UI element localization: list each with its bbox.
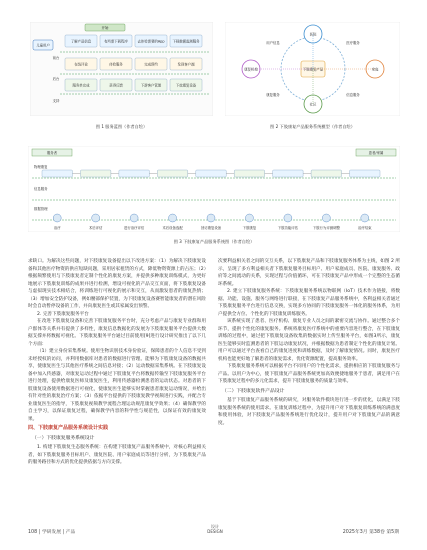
blueprint-box-label: 服务单完成	[72, 83, 90, 88]
model-node-label: 社区	[309, 102, 317, 107]
blueprint-box-label: 下游客户管理	[140, 83, 162, 88]
flow-step-label: 进行治疗评估	[123, 226, 145, 230]
figure-3-caption: 图 3 下肢康复产品服务系统图（作者自绘）	[173, 239, 255, 244]
flow-step-label: 下肢功能评估	[277, 226, 299, 230]
flow-step-label: 治疗	[53, 226, 61, 230]
blueprint-box-label: 下放康复设备	[175, 83, 197, 88]
left-paragraph-tail: 1. 构建下肢康复生态服务系统：在构建下肢康复产品服务系统中，对核心利益相关者，如下肢康复服务目标用户、康复医院、用户家庭成员等进行分析，为下肢康复产品的服务路径和方式的优化提供依据与方向支撑。	[28, 445, 206, 465]
footer-center	[200, 524, 230, 534]
model-node-label: 家庭	[371, 67, 379, 72]
flow-step-box	[80, 170, 110, 177]
subsection-heading-1: （一）下肢康复服务系统设计	[32, 435, 95, 441]
flow-step-label: 回访康复设备	[200, 226, 222, 230]
blueprint-box-label: 获得反馈	[109, 83, 123, 88]
figure-1-caption: 图 1 服务蓝图（作者自绘）	[95, 124, 148, 129]
blueprint-box-label: 去体验需要的App	[137, 39, 165, 44]
figure-2-caption: 图 2 下肢康复产品服务系统模型（作者自绘）	[270, 124, 355, 129]
person-icon	[169, 214, 177, 222]
blueprint-box-label: 了解产品信息	[70, 39, 92, 44]
section-heading-4: 四、下肢康复产品服务系统设计实践	[28, 425, 109, 431]
left-text-column	[28, 258, 206, 467]
blueprint-box-label: 在线评论	[74, 62, 88, 67]
blueprint-box-label: 下载数据监测服务	[172, 39, 200, 44]
model-side-label: 信息服务	[346, 93, 360, 97]
service-flow-diagram	[28, 146, 400, 232]
left-paragraph-4: （1）建立身份采集系统。使用生物识别技术身份验证，保障患者的个人信息不受到未经授权的访问，并利用数据库对患者的数据进行管理。能够为下肢康复设备的数据共享，使康复医生与其他医疗系统之间信息对接；（2）运动数据采集系统。在下肢康复设备中加入传感器，对康复运动过程中通过下肢康复平台将数据传输至下肢康复服务平台进行处理，提供给康复医师及康复医生，利用传感器检测患者的运动状态。对患者的下肢康复设备使用数据进行可视化，使康复医生能够实时掌握患者康复运动情况，并给出有针对性的康复治疗方案；（3）依据平台提供的下肢康复教学视频进行实践，并配合专业康复医生的指导，下肢康复视频教学流程合理运动规范康复学效果；（4）确保教学的自主学习，以保证康复过程，确保教学内容的科学性与规范性，以保证有效的康复效果。	[28, 349, 206, 422]
person-icon	[322, 214, 330, 222]
person-icon	[130, 214, 138, 222]
flow-step-label: 治疗结束	[357, 226, 372, 230]
person-icon	[53, 214, 61, 222]
flow-step-box	[196, 170, 226, 177]
person-icon	[207, 214, 215, 222]
flow-step-label: 下肢行为评测调整	[312, 226, 340, 230]
right-paragraph-4: 下肢康复服务系统可以根据平台不同用户的个性化需求，提供相应的下肢康复服务与产品。以用户为中心，使下肢康复产品服务系统更加高效便捷地服务于患者，满足用户在下肢康复过程中的多元化需求，提升下肢康复服务的质量与效率。	[218, 364, 400, 384]
model-side-label: 医疗服务	[346, 41, 360, 45]
flow-header-right: 患者/家属	[368, 150, 384, 155]
figure-system-model	[225, 22, 400, 129]
footer-design-en: DESIGN	[207, 529, 223, 534]
left-paragraph-3: 在改进下肢康复设备和完善下肢康复服务平台时，充分考虑产品与康复专业群和用户群体等关系并有提供了多样性，康复信息数据化的发展为下肢康复服务平台提供大数据支撑并将数据可视化。下肢康复服务平台通过目前使用[9]进行设计研究推出了以下几个方面：	[28, 319, 206, 347]
subsection-heading-2: （二）下肢康复软件产品设计	[222, 388, 285, 394]
flow-step-label: 下肢康复	[242, 226, 257, 230]
person-icon	[361, 214, 369, 222]
model-side-label: 用户信息	[266, 41, 280, 45]
left-paragraph-1: 求缺口。为解决这些问题，对下肢康复设备提出以下改进方案：（1）为解决下肢康复设备和其他医疗物资的供应短缺问题，采用居家租赁的方式，降低物资资源上的占压；（2）根据频繁使用与下肢康复者定制个性化的康复方案，并提供多种康复训练模式，为更好地展示下肢康复训练的成果并进行检测，增设可视化的产品交互页面，将下肢康复设备与虚拟现实技术相结合，将训练进行可视化的展示和交互，从而激发患者的康复热情；（3）增加安全防护设备，例如腰部保护装置，为下肢康复设备赛智能康复者的潜在风险时会自动暂停设备的工作，并向康复医生或其家属发出预警。	[28, 259, 206, 309]
flow-step-label: 术后设备选配	[162, 226, 183, 230]
blueprint-box-label: 完成预约	[144, 62, 158, 67]
right-paragraph-3: 该系统实现了患者、医疗机构、康复专业人员之间的紧密交流与协作。通过整合多个环节，提供个性化的康复服务。系统将康复医疗系统中的重要内容进行整合，在下肢康复训练的过程中，通过把下肢康复设备收集的数据实时上传至服务平台，如图3所示，康复医生能够实时监测患者的下肢运动康复状况，并根据数据为患者制定个性化的康复计划。用户可以通过平台查看自己的康复进度和训练数据，及时了解康复情况。同时，康复医疗机构也能更好地了解患者的康复需求，优化资源配置，提高服务效率。	[218, 319, 400, 362]
blueprint-box-label: 体验服务	[109, 62, 123, 67]
model-node-label: 康复机构	[244, 67, 258, 72]
flow-lane-label: 物理康复	[34, 165, 48, 169]
model-side-label: 康复服务	[266, 93, 280, 97]
right-paragraph-1: 次要利益相关者之间的交互关系，以下肢康复产品和下肢康复服务体系为主线，如图 2 所示，呈现了多方利益相关者下肢康复服务目标用户、用户家庭成员、医院、康复服务、政府等之间流动的关系，实现过程与价值循环，可在下肢康复产品中形成一个完整的生态循环系统。	[218, 259, 400, 287]
right-text-column	[218, 258, 400, 427]
flow-lane-label: 信息服务	[34, 187, 48, 191]
flow-step-box	[119, 170, 149, 177]
flow-step-box	[273, 170, 303, 177]
flow-lane-label: 数据管理	[34, 207, 48, 211]
flow-step-box	[157, 170, 187, 177]
blueprint-start-label: 开始	[101, 25, 109, 30]
person-icon	[245, 214, 253, 222]
service-blueprint-diagram	[30, 22, 213, 116]
person-icon	[92, 214, 100, 222]
blueprint-row-label: 支持	[52, 99, 60, 103]
flow-step-box	[350, 170, 380, 177]
footer-left: 108 | 学研发展 | 产品	[28, 530, 76, 535]
left-paragraph-2: 2. 完善下肢康复服务平台	[37, 311, 89, 317]
blueprint-box-label: 有所需下载程序	[104, 39, 128, 44]
flow-step-box	[311, 170, 341, 177]
flow-step-box	[234, 170, 264, 177]
center-product-label: 下肢康复产品	[302, 67, 324, 72]
right-paragraph-2: 2. 建立下肢康复服务系统：下肢康复服务系统以物联网（IoT）技术作为链接，将数据、功能、设施、服务与网络进行联接，在下肢康复产品服务系统中，各利益相关者通过下肢康复服务平台进行信息交换，实现多方协同的下肢康复服务一体化的服务体系，为用户提供全方位、个性化的下肢康复训练服务。	[218, 289, 400, 317]
blueprint-box-label: 发现客户端	[177, 62, 195, 67]
footer-design-cn: 设计	[211, 524, 219, 529]
footer-right: 2025年3月 第38卷 第5期	[342, 530, 399, 535]
flow-header-left: 服务者	[46, 150, 58, 155]
flow-step-label: 术后评估	[88, 226, 103, 230]
blueprint-row-label: 前台	[52, 56, 60, 60]
person-icon	[284, 214, 292, 222]
system-model-diagram	[225, 22, 400, 116]
flow-step-box	[42, 170, 72, 177]
blueprint-row-label: 后台	[52, 77, 60, 81]
right-paragraph-tail: 基于下肢康复产品服务系统的研究，对服务软件模块进行进一步的优化，以满足下肢康复服务系统的使用需求。在康复训练过程中，为提升用户对下肢康复训练系统的满意度和使用体验，对下肢康复产品服务系统进行优化设计，提升用户对下肢康复产品的满意度。	[218, 398, 400, 426]
figure-service-blueprint	[30, 22, 213, 129]
user-label: 儿童用户	[36, 43, 50, 48]
model-node-label: 医院	[309, 32, 317, 37]
figure-service-system-flow	[28, 146, 400, 244]
